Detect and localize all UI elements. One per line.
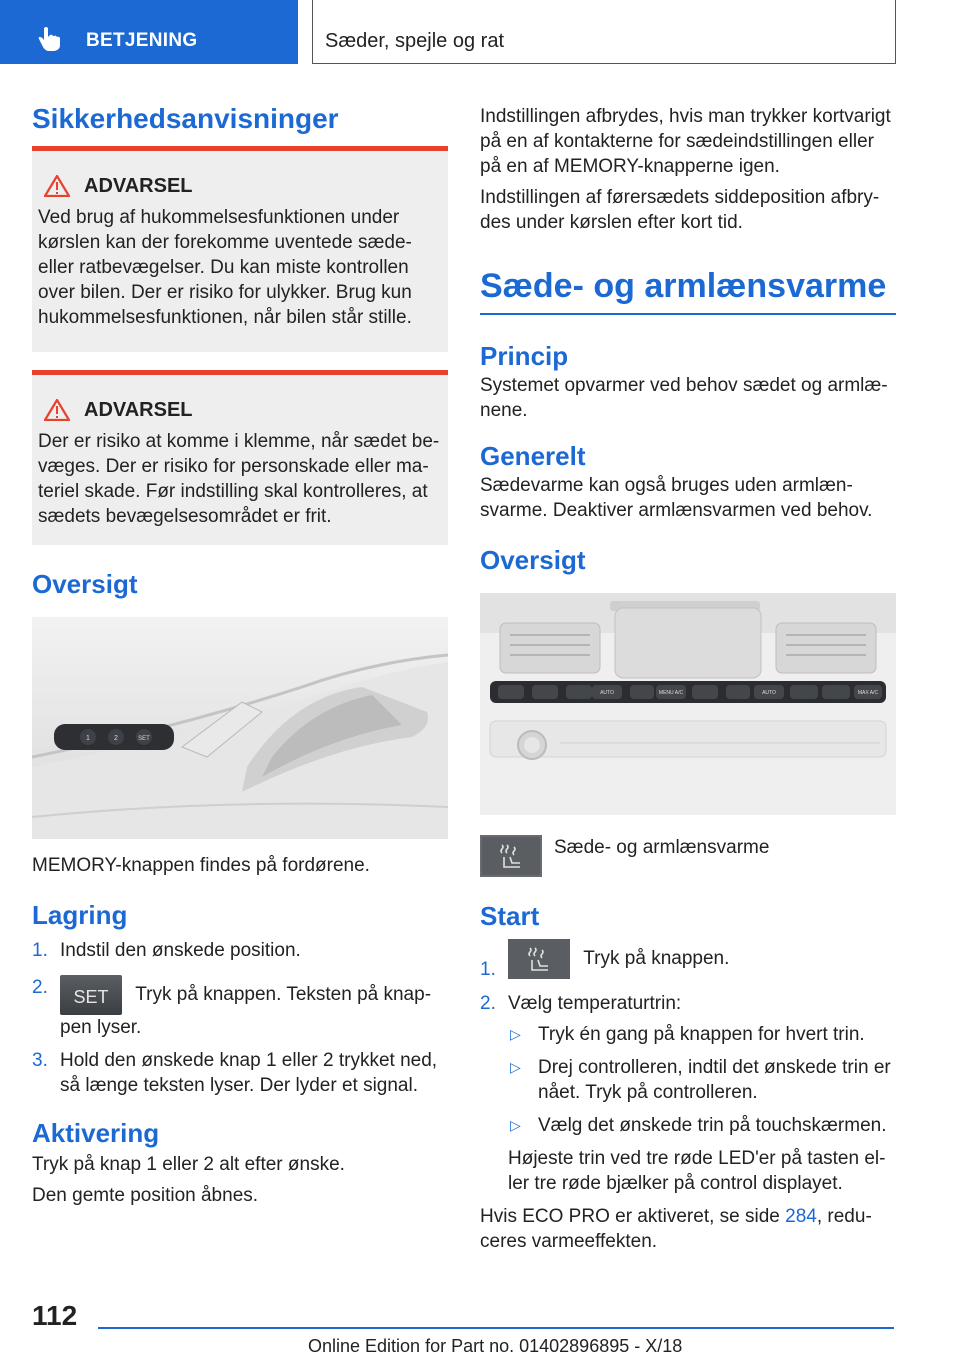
bullet-item: ▷ Vælg det ønskede trin på touchskærmen. xyxy=(510,1115,887,1136)
heading-activation: Aktivering xyxy=(32,1118,160,1148)
panel-label: AUTO xyxy=(762,690,776,696)
list-item: 2. SET Tryk på knappen. Teksten på knappen lyser. xyxy=(32,977,432,1038)
storage-steps xyxy=(32,938,448,1098)
bullet-item: ▷ Drej controlleren, indtil det ønskede trin er nået. Tryk på controlleren. xyxy=(510,1057,891,1103)
principle-text: Systemet opvarmer ved behov sædet og armlænene. xyxy=(480,375,888,421)
list-item: 1. Tryk på knappen. xyxy=(480,939,896,979)
photo-button-label: SET xyxy=(138,736,150,742)
chapter-title: Sæder, spejle og rat xyxy=(325,30,504,52)
temperature-options xyxy=(508,1022,896,1138)
list-item: 1. Indstil den ønskede position. xyxy=(32,940,301,961)
section-label: BETJENING xyxy=(86,30,198,51)
footer-edition: Online Edition for Part no. 01402896895 - X/18 xyxy=(308,1336,683,1356)
heading-general: Generelt xyxy=(480,441,586,471)
start-steps xyxy=(480,939,896,1196)
icon-caption-row xyxy=(480,835,896,877)
photo-button-label: 1 xyxy=(86,735,90,742)
warning-text: Ved brug af hukommelsesfunktionen under kørslen kan der forekomme uventede sæde- eller ratbevægelser. Du kan miste kontrollen over bilen. Der er risiko for ulykker. Brug kun hukommelsesfunktionen, når bilen står stille. xyxy=(38,207,412,328)
warning-box-memory xyxy=(32,146,448,352)
set-button-image: SET xyxy=(60,975,122,1015)
bullet-item: ▷ Tryk én gang på knappen for hvert trin. xyxy=(510,1024,865,1045)
seat-heating-button-icon xyxy=(480,835,542,877)
section-tab xyxy=(0,0,298,64)
hand-pointer-icon xyxy=(38,26,62,52)
panel-label: AUTO xyxy=(600,690,614,696)
heading-underline xyxy=(480,313,896,315)
right-column xyxy=(480,104,896,1254)
icon-caption: Sæde- og armlænsvarme xyxy=(554,837,770,858)
warning-box-pinch xyxy=(32,370,448,545)
heading-storage: Lagring xyxy=(32,900,128,930)
footer-line xyxy=(98,1327,894,1329)
photo-button-label: 2 xyxy=(114,735,118,742)
warning-text: Der er risiko at komme i klemme, når sædet bevæges. Der er risiko for personskade eller materiel skade. Før indstilling skal kontrolleres, at sædets bevægelsesområdet er frit. xyxy=(38,431,440,527)
paragraph-driving: Indstillingen af førersædets siddeposition afbrydes under kørslen efter kort tid. xyxy=(480,187,880,233)
heading-safety: Sikkerhedsanvisninger xyxy=(32,103,339,134)
chapter-header xyxy=(312,0,896,64)
heading-start: Start xyxy=(480,901,540,931)
eco-pro-note: Hvis ECO PRO er aktiveret, se side 284, reduceres varmeeffekten. xyxy=(480,1206,872,1252)
page-number: 112 xyxy=(32,1300,78,1331)
warning-triangle-icon xyxy=(44,399,70,421)
climate-panel-photo xyxy=(480,593,896,815)
warning-triangle-icon xyxy=(44,175,70,197)
panel-label: MENU A/C xyxy=(658,690,684,696)
panel-label: MAX A/C xyxy=(857,690,879,696)
seat-heating-button-icon xyxy=(508,939,570,979)
heading-principle: Princip xyxy=(480,341,569,371)
activation-text-2: Den gemte position åbnes. xyxy=(32,1185,259,1206)
photo-caption: MEMORY-knappen findes på fordørene. xyxy=(32,855,370,876)
list-item: 3. Hold den ønskede knap 1 eller 2 trykket ned, så længe teksten lyser. Der lyder et signal. xyxy=(32,1050,438,1096)
paragraph-interrupt: Indstillingen afbrydes, hvis man trykker kortvarigt på en af kontakterne for sædeindstillingen eller på en af MEMORY-knapperne igen. xyxy=(480,106,891,177)
highest-level-note: Højeste trin ved tre røde LED'er på tasten eller tre røde bjælker på control displayet. xyxy=(508,1148,886,1194)
list-item: 2. Vælg temperaturtrin: ▷ Tryk én gang på knappen for hvert trin. ▷ Drej controlleren, indtil det ønskede trin er nået. Tryk på controlleren. ▷ Vælg det ønskede trin på touchskærmen. Højeste trin ved tre røde LED'er på tasten eller tre røde bjælker på control displayet. xyxy=(480,991,896,1196)
activation-text-1: Tryk på knap 1 eller 2 alt efter ønske. xyxy=(32,1154,345,1175)
heading-overview: Oversigt xyxy=(32,569,138,599)
heading-overview-right: Oversigt xyxy=(480,545,586,575)
heading-seat-armrest-heating: Sæde- og armlænsvarme xyxy=(480,267,887,305)
warning-label: ADVARSEL xyxy=(84,398,193,421)
left-column xyxy=(32,100,448,1208)
page-link[interactable]: 284 xyxy=(785,1206,817,1227)
general-text: Sædevarme kan også bruges uden armlænsvarme. Deaktiver armlænsvarmen ved behov. xyxy=(480,475,873,521)
door-memory-buttons-photo xyxy=(32,617,448,839)
warning-label: ADVARSEL xyxy=(84,174,193,197)
